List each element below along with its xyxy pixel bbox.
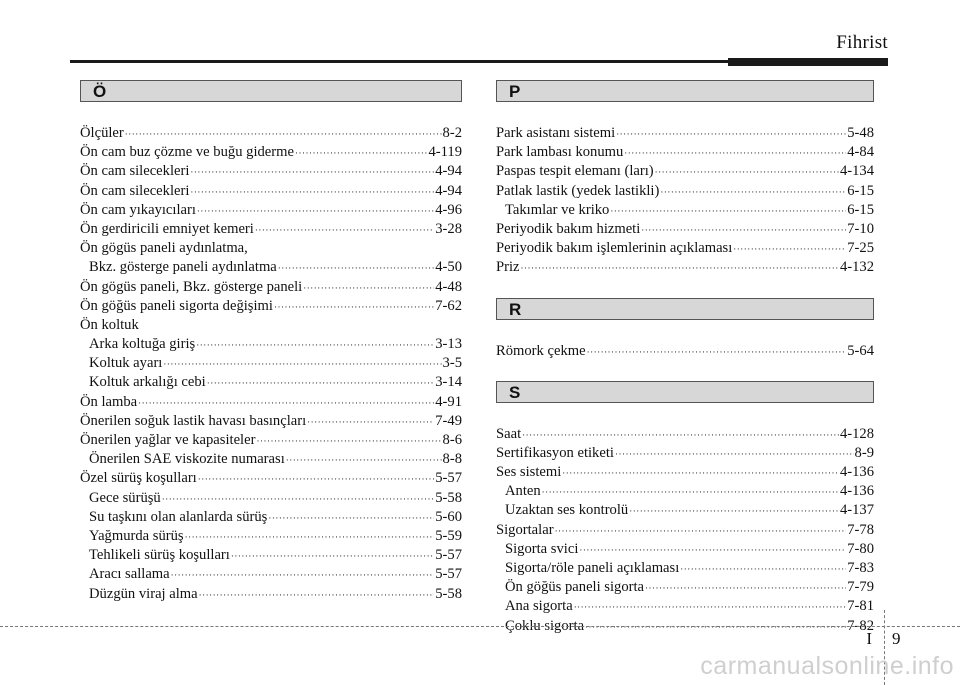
entry-label: Uzaktan ses kontrolü bbox=[505, 502, 629, 519]
index-entry[interactable] bbox=[80, 258, 462, 277]
leader-dots bbox=[629, 502, 839, 521]
index-entry[interactable] bbox=[496, 220, 874, 239]
leader-dots bbox=[138, 394, 434, 413]
entry-page: 7-78 bbox=[847, 521, 874, 538]
index-entry[interactable] bbox=[496, 501, 874, 520]
leader-dots bbox=[562, 464, 839, 483]
entry-page: 5-64 bbox=[847, 342, 874, 359]
index-entry[interactable] bbox=[496, 425, 874, 444]
leader-dots bbox=[185, 528, 435, 547]
entry-page: 8-9 bbox=[854, 444, 874, 461]
entry-label: Koltuk ayarı bbox=[89, 355, 163, 372]
entry-page: 7-81 bbox=[847, 598, 874, 615]
leader-dots bbox=[268, 509, 434, 528]
entry-label: Ön göğüs paneli sigorta değişimi bbox=[80, 297, 273, 314]
index-entries bbox=[496, 342, 874, 361]
section-letter: R bbox=[509, 299, 522, 319]
entry-page: 8-2 bbox=[442, 125, 462, 141]
entry-page: 7-80 bbox=[847, 540, 874, 557]
entry-page: 5-57 bbox=[435, 547, 462, 564]
index-entry[interactable] bbox=[80, 412, 462, 431]
entry-page: 4-91 bbox=[435, 393, 462, 410]
entry-page: 3-28 bbox=[435, 220, 462, 237]
footer-section: I bbox=[866, 629, 872, 648]
index-entry[interactable] bbox=[80, 297, 462, 316]
index-entry[interactable] bbox=[80, 239, 462, 258]
entry-label: Takımlar ve kriko bbox=[505, 201, 610, 218]
leader-dots bbox=[171, 566, 435, 585]
index-entries bbox=[496, 425, 874, 636]
entry-page: 4-84 bbox=[847, 144, 874, 161]
entry-page: 7-79 bbox=[847, 579, 874, 596]
section-header bbox=[496, 381, 874, 403]
index-entry[interactable] bbox=[80, 469, 462, 488]
entry-label: Saat bbox=[496, 425, 522, 442]
leader-dots bbox=[286, 451, 442, 470]
page-number: 9 bbox=[892, 629, 901, 648]
entry-page: 7-82 bbox=[847, 617, 874, 634]
entry-label: Önerilen SAE viskozite numarası bbox=[89, 451, 285, 468]
leader-dots bbox=[522, 426, 839, 445]
index-entries bbox=[80, 124, 462, 604]
index-entry[interactable] bbox=[496, 482, 874, 501]
leader-dots bbox=[190, 163, 434, 182]
entry-page: 4-128 bbox=[839, 425, 874, 442]
entry-page: 4-48 bbox=[435, 278, 462, 295]
entry-page: 7-49 bbox=[435, 412, 462, 429]
entry-label: Yağmurda sürüş bbox=[89, 527, 184, 544]
section-letter: S bbox=[509, 382, 521, 402]
leader-dots bbox=[256, 432, 441, 451]
entry-label: Ön gögüs paneli, Bkz. gösterge paneli bbox=[80, 278, 303, 295]
entry-label: Gece sürüşü bbox=[89, 489, 161, 506]
index-entry[interactable] bbox=[80, 373, 462, 392]
leader-dots bbox=[645, 579, 846, 598]
leader-dots bbox=[585, 618, 846, 637]
index-entry[interactable] bbox=[80, 527, 462, 546]
section-header bbox=[80, 80, 462, 102]
index-entry[interactable] bbox=[496, 444, 874, 463]
entry-label: Park lambası konumu bbox=[496, 144, 624, 161]
leader-dots bbox=[680, 560, 846, 579]
entry-label: Anten bbox=[505, 483, 541, 500]
entry-label: Önerilen yağlar ve kapasiteler bbox=[80, 432, 256, 448]
leader-dots bbox=[303, 279, 434, 298]
leader-dots bbox=[655, 163, 839, 182]
entry-label: Tehlikeli sürüş koşulları bbox=[89, 547, 230, 564]
leader-dots bbox=[163, 355, 441, 374]
index-column-left bbox=[80, 80, 462, 604]
section-letter: P bbox=[509, 82, 521, 101]
index-entry[interactable] bbox=[80, 124, 462, 143]
leader-dots bbox=[190, 183, 434, 202]
index-entry[interactable] bbox=[496, 578, 874, 597]
leader-dots bbox=[733, 240, 846, 259]
index-entry[interactable] bbox=[496, 559, 874, 578]
leader-dots bbox=[207, 374, 435, 393]
entry-page: 4-50 bbox=[435, 259, 462, 276]
leader-dots bbox=[255, 221, 434, 240]
entry-page: 5-58 bbox=[435, 489, 462, 506]
index-entry[interactable] bbox=[80, 565, 462, 584]
index-entry[interactable] bbox=[496, 521, 874, 540]
entry-page: 4-96 bbox=[435, 201, 462, 218]
leader-dots bbox=[587, 343, 847, 362]
leader-dots bbox=[641, 221, 846, 240]
entry-page: 4-136 bbox=[839, 464, 874, 481]
entry-page: 3-5 bbox=[442, 355, 462, 372]
entry-label: Ön cam buz çözme ve buğu giderme bbox=[80, 144, 294, 161]
index-entry[interactable] bbox=[496, 342, 874, 361]
entry-page: 8-8 bbox=[442, 451, 462, 468]
entry-page: 5-59 bbox=[435, 527, 462, 544]
entry-page: 3-13 bbox=[435, 336, 462, 353]
entry-page: 7-10 bbox=[847, 220, 874, 237]
entry-label: Bkz. gösterge paneli aydınlatma bbox=[89, 259, 277, 276]
entry-page: 7-25 bbox=[847, 240, 874, 257]
leader-dots bbox=[624, 144, 846, 163]
entry-label: Su taşkını olan alanlarda sürüş bbox=[89, 508, 268, 525]
leader-dots bbox=[616, 125, 846, 144]
leader-dots bbox=[295, 144, 428, 163]
leader-dots bbox=[196, 336, 434, 355]
entry-label: Önerilen soğuk lastik havası basınçları bbox=[80, 412, 307, 429]
page-title: Fihrist bbox=[836, 32, 888, 53]
leader-dots bbox=[615, 445, 854, 464]
index-entry[interactable] bbox=[496, 597, 874, 616]
entry-page: 4-136 bbox=[839, 483, 874, 500]
index-entry[interactable] bbox=[496, 258, 874, 277]
entry-page: 5-60 bbox=[435, 508, 462, 525]
footer-rule bbox=[0, 626, 960, 627]
leader-dots bbox=[278, 259, 434, 278]
entry-page: 4-132 bbox=[839, 259, 874, 276]
watermark: carmanualsonline.info bbox=[700, 652, 954, 680]
entry-label: Periyodik bakım işlemlerinin açıklaması bbox=[496, 240, 733, 257]
leader-dots bbox=[231, 547, 434, 566]
index-entry[interactable] bbox=[80, 354, 462, 373]
entry-label: Sigorta svici bbox=[505, 540, 579, 557]
entry-label: Ön cam silecekleri bbox=[80, 163, 190, 180]
entry-page: 3-14 bbox=[435, 374, 462, 391]
index-entry[interactable] bbox=[80, 393, 462, 412]
leader-dots bbox=[555, 522, 847, 541]
entry-label: Çoklu sigorta bbox=[505, 617, 585, 634]
index-entry[interactable] bbox=[80, 182, 462, 201]
entry-label: Römork çekme bbox=[496, 342, 586, 359]
leader-dots bbox=[162, 490, 435, 509]
index-entry[interactable] bbox=[496, 201, 874, 220]
entry-page: 4-137 bbox=[839, 502, 874, 519]
entry-label: Ses sistemi bbox=[496, 464, 562, 481]
entry-label: Park asistanı sistemi bbox=[496, 125, 616, 141]
index-entry[interactable] bbox=[80, 450, 462, 469]
leader-dots bbox=[274, 298, 434, 317]
entry-page: 4-94 bbox=[435, 182, 462, 199]
index-entries bbox=[496, 124, 874, 278]
index-entry[interactable] bbox=[80, 489, 462, 508]
entry-page: 4-134 bbox=[839, 163, 874, 180]
index-entry[interactable] bbox=[496, 162, 874, 181]
entry-label: Periyodik bakım hizmeti bbox=[496, 220, 641, 237]
index-entry[interactable] bbox=[80, 508, 462, 527]
entry-page: 7-83 bbox=[847, 560, 874, 576]
index-entry[interactable] bbox=[496, 182, 874, 201]
leader-dots bbox=[307, 413, 434, 432]
section-gap bbox=[496, 278, 874, 298]
index-entry[interactable] bbox=[80, 335, 462, 354]
leader-dots bbox=[579, 541, 846, 560]
entry-label: Düzgün viraj alma bbox=[89, 585, 198, 602]
entry-label: Ön lamba bbox=[80, 393, 138, 410]
entry-page: 5-48 bbox=[847, 125, 874, 141]
entry-label: Paspas tespit elemanı (ları) bbox=[496, 163, 654, 180]
section-letter: Ö bbox=[93, 82, 107, 101]
entry-label: Ön gerdiricili emniyet kemeri bbox=[80, 220, 254, 237]
entry-page: 5-57 bbox=[435, 566, 462, 583]
entry-label: Arka koltuğa giriş bbox=[89, 336, 196, 353]
index-entry[interactable] bbox=[80, 201, 462, 220]
entry-label: Patlak lastik (yedek lastikli) bbox=[496, 182, 660, 199]
entry-label: Ölçüler bbox=[80, 125, 124, 141]
index-entry[interactable] bbox=[496, 143, 874, 162]
index-entry[interactable] bbox=[80, 162, 462, 181]
index-entry[interactable] bbox=[80, 585, 462, 604]
entry-page: 4-94 bbox=[435, 163, 462, 180]
section-header bbox=[496, 80, 874, 102]
leader-dots bbox=[660, 183, 846, 202]
index-entry[interactable] bbox=[80, 546, 462, 565]
entry-label: Özel sürüş koşulları bbox=[80, 470, 197, 487]
index-entry[interactable] bbox=[496, 540, 874, 559]
entry-page: 4-119 bbox=[428, 144, 462, 161]
entry-label: Sigortalar bbox=[496, 521, 554, 538]
leader-dots bbox=[574, 598, 847, 617]
entry-label: Priz bbox=[496, 259, 520, 276]
entry-label: Sertifikasyon etiketi bbox=[496, 444, 614, 461]
index-column-right bbox=[496, 80, 874, 636]
section-header bbox=[496, 298, 874, 320]
entry-page: 6-15 bbox=[847, 182, 874, 199]
index-entry[interactable] bbox=[80, 278, 462, 297]
entry-page: 5-57 bbox=[435, 470, 462, 487]
entry-label: Ön cam yıkayıcıları bbox=[80, 201, 196, 218]
entry-label: Ön koltuk bbox=[80, 316, 139, 333]
index-entry[interactable] bbox=[80, 431, 462, 450]
entry-label: Aracı sallama bbox=[89, 566, 170, 583]
entry-label: Ön gögüs paneli aydınlatma, bbox=[80, 240, 248, 257]
leader-dots bbox=[610, 202, 846, 221]
entry-label: Sigorta/röle paneli açıklaması bbox=[505, 560, 680, 576]
section-gap bbox=[496, 361, 874, 381]
entry-label: Ön cam silecekleri bbox=[80, 182, 190, 199]
entry-page: 5-58 bbox=[435, 585, 462, 602]
leader-dots bbox=[542, 483, 839, 502]
leader-dots bbox=[125, 125, 442, 144]
entry-page: 8-6 bbox=[442, 432, 462, 448]
entry-page: 6-15 bbox=[847, 201, 874, 218]
leader-dots bbox=[199, 586, 435, 605]
index-entry[interactable] bbox=[80, 143, 462, 162]
entry-label: Ön göğüs paneli sigorta bbox=[505, 579, 645, 596]
leader-dots bbox=[197, 202, 434, 221]
leader-dots bbox=[198, 470, 435, 489]
entry-label: Ana sigorta bbox=[505, 598, 573, 615]
leader-dots bbox=[521, 259, 839, 278]
index-entry[interactable] bbox=[496, 239, 874, 258]
index-entry[interactable] bbox=[80, 220, 462, 239]
entry-page: 7-62 bbox=[435, 297, 462, 314]
header-bar bbox=[728, 58, 888, 66]
index-entry[interactable] bbox=[496, 124, 874, 143]
index-entry[interactable] bbox=[80, 316, 462, 335]
entry-label: Koltuk arkalığı cebi bbox=[89, 374, 206, 391]
index-entry[interactable] bbox=[496, 463, 874, 482]
